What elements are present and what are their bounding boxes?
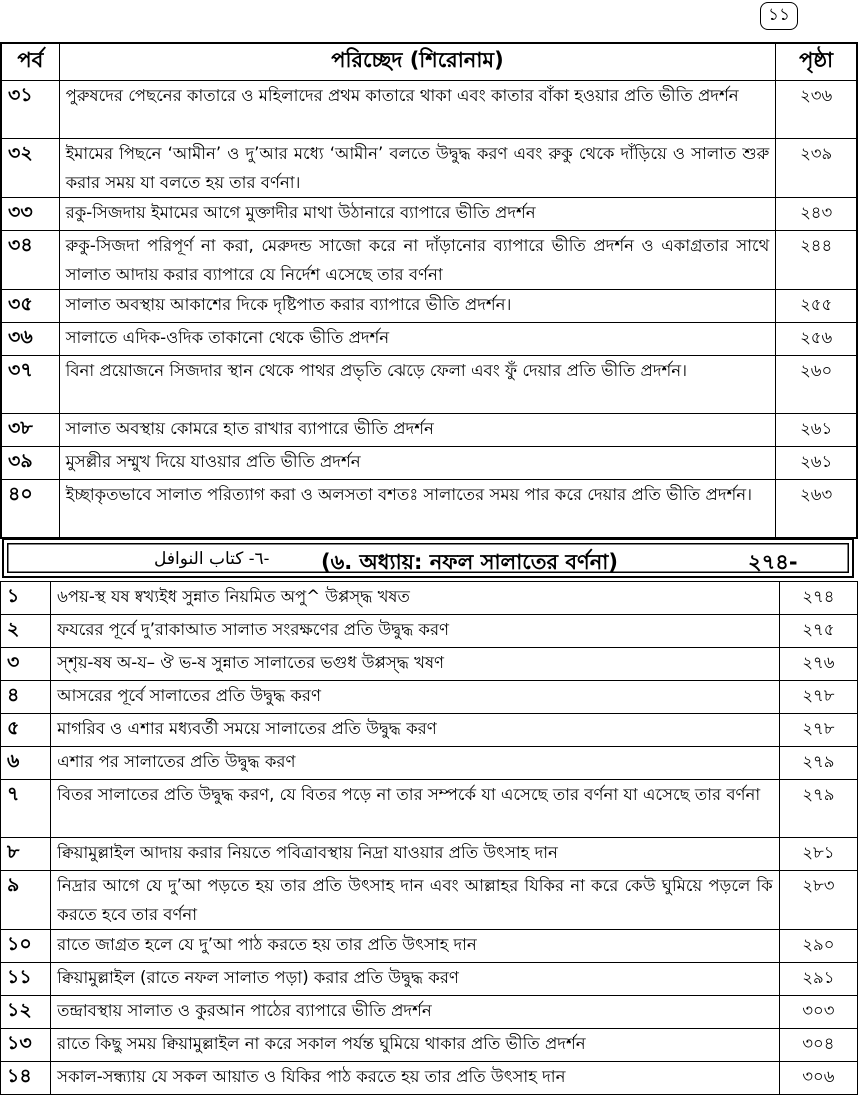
row-title: রাতে কিছু সময় ক্বিয়ামুল্লাইল না করে সকাল পর্যন্ত ঘুমিয়ে থাকার প্রতি ভীতি প্রদর্শন <box>51 1029 780 1062</box>
row-title: সকাল-সন্ধ্যায় যে সকল আয়াত ও যিকির পাঠ করতে হয় তার প্রতি উৎসাহ দান <box>51 1062 780 1095</box>
row-number: ১৪ <box>1 1062 51 1095</box>
row-title: ক্বিয়ামুল্লাইল (রাতে নফল সালাত পড়া) করার প্রতি উদ্বুদ্ধ করণ <box>51 963 780 996</box>
table-row <box>1 747 858 780</box>
table-header <box>1 43 857 81</box>
row-page: ২৮৩ <box>779 871 857 930</box>
row-number: ৩ <box>1 648 51 681</box>
table-row <box>1 615 858 648</box>
row-page: ২৮১ <box>779 838 857 871</box>
table-row <box>1 648 858 681</box>
table-row <box>1 290 857 323</box>
table-row <box>1 198 857 231</box>
table-row <box>1 838 858 871</box>
table-row <box>1 996 858 1029</box>
row-page: ২৭৮ <box>779 681 857 714</box>
row-title: মাগরিব ও এশার মধ্যবর্তী সময়ে সালাতের প্রতি উদ্বুদ্ধ করণ <box>51 714 780 747</box>
table-row <box>1 780 858 838</box>
row-title: নিদ্রার আগে যে দু’আ পড়তে হয় তার প্রতি উৎসাহ দান এবং আল্লাহর যিকির না করে কেউ ঘুমিয়ে পড়লে কি করতে হবে তার বর্ণনা <box>51 871 780 930</box>
row-title: বিতর সালাতের প্রতি উদ্বুদ্ধ করণ, যে বিতর পড়ে না তার সম্পর্কে যা এসেছে তার বর্ণনা যা এসেছে তার বর্ণনা <box>51 780 780 838</box>
row-page: ২৭৬ <box>779 648 857 681</box>
row-title: ইচ্ছাকৃতভাবে সালাত পরিত্যাগ করা ও অলসতা বশতঃ সালাতের সময় পার করে দেয়ার প্রতি ভীতি প্রদর্শন। <box>59 480 776 538</box>
row-title: রকু-সিজদায় ইমামের আগে মুক্তাদীর মাথা উঠানারে ব্যাপারে ভীতি প্রদর্শন <box>59 198 776 231</box>
header-title: পরিচ্ছেদ (শিরোনাম) <box>59 43 776 81</box>
row-page: ২৭৮ <box>779 714 857 747</box>
row-number: ১১ <box>1 963 51 996</box>
row-page: ২৬০ <box>776 356 857 414</box>
row-title: সালাতে এদিক-ওদিক তাকানো থেকে ভীতি প্রদর্শন <box>59 323 776 356</box>
table-row <box>1 447 857 480</box>
row-title: ফযরের পূর্বে দু’রাকাআত সালাত সংরক্ষণের প্রতি উদ্বুদ্ধ করণ <box>51 615 780 648</box>
contents-table-a <box>0 42 858 539</box>
row-number: ৩৭ <box>1 356 59 414</box>
row-number: ৮ <box>1 838 51 871</box>
table-row <box>1 356 857 414</box>
row-number: ৩৮ <box>1 414 59 447</box>
table-row <box>1 714 858 747</box>
row-title: মুসল্লীর সম্মুখ দিয়ে যাওয়ার প্রতি ভীতি প্রদর্শন <box>59 447 776 480</box>
row-page: ২৬৩ <box>776 480 857 538</box>
chapter-bengali-title: (৬. অধ্যায়: নফল সালাতের বর্ণনা) <box>321 550 618 574</box>
row-title: রাতে জাগ্রত হলে যে দু’আ পাঠ করতে হয় তার প্রতি উৎসাহ দান <box>51 930 780 963</box>
row-number: ৬ <box>1 747 51 780</box>
row-title: তন্দ্রাবস্থায় সালাত ও কুরআন পাঠের ব্যাপারে ভীতি প্রদর্শন <box>51 996 780 1029</box>
row-page: ২৭৫ <box>779 615 857 648</box>
row-page: ৩০৬ <box>779 1062 857 1095</box>
row-page: ২৭৯ <box>779 747 857 780</box>
row-page: ২৬১ <box>776 447 857 480</box>
row-page: ২৭৯ <box>779 780 857 838</box>
table-row <box>1 231 857 290</box>
row-number: ৯ <box>1 871 51 930</box>
row-number: ৭ <box>1 780 51 838</box>
row-page: ২৯১ <box>779 963 857 996</box>
row-title: বিনা প্রয়োজনে সিজদার স্থান থেকে পাথর প্রভৃতি ঝেড়ে ফেলা এবং ফুঁ দেয়ার প্রতি ভীতি প্রদর্শন। <box>59 356 776 414</box>
chapter-heading <box>2 538 854 578</box>
table-row <box>1 582 858 615</box>
row-title: ইমামের পিছনে ‘আমীন’ ও দু’আর মধ্যে ‘আমীন’ বলতে উদ্বুদ্ধ করণ এবং রুকু থেকে দাঁড়িয়ে ও সালাত শুরু করার সময় যা বলতে হয় তার বর্ণনা। <box>59 139 776 198</box>
table-row <box>1 81 857 139</box>
row-page: ২৫৬ <box>776 323 857 356</box>
row-title: রুকু-সিজদা পরিপূর্ণ না করা, মেরুদন্ড সাজো করে না দাঁড়ানোর ব্যাপারে ভীতি প্রদর্শন ও একাগ্রতার সাথে সালাত আদায় করার ব্যাপারে যে নির্দেশ এসেছে তার বর্ণনা <box>59 231 776 290</box>
table-row <box>1 323 857 356</box>
row-number: ৩৩ <box>1 198 59 231</box>
row-title: সালাত অবস্থায় কোমরে হাত রাখার ব্যাপারে ভীতি প্রদর্শন <box>59 414 776 447</box>
row-page: ২৪৩ <box>776 198 857 231</box>
header-parva: পর্ব <box>1 43 59 81</box>
table-row <box>1 963 858 996</box>
row-page: ২৪৪ <box>776 231 857 290</box>
row-title: ৬পয়-স্থ যষ ষ্বখ্যইধ সুন্নাত নিয়মিত অপু^ উপ্পস্দ্ধ খষত <box>51 582 780 615</box>
chapter-arabic-title: -٦- كتاب النوافل <box>154 549 270 569</box>
row-number: ৩৬ <box>1 323 59 356</box>
row-title: আসরের পূর্বে সালাতের প্রতি উদ্বুদ্ধ করণ <box>51 681 780 714</box>
page-number: ১১ <box>760 2 798 30</box>
row-number: ৪০ <box>1 480 59 538</box>
header-page: পৃষ্ঠা <box>776 43 857 81</box>
row-number: ১২ <box>1 996 51 1029</box>
row-page: ২৩৬ <box>776 81 857 139</box>
row-number: ৩৫ <box>1 290 59 323</box>
row-page: ২৭৪ <box>779 582 857 615</box>
table-row <box>1 1029 858 1062</box>
row-title: এশার পর সালাতের প্রতি উদ্বুদ্ধ করণ <box>51 747 780 780</box>
table-row <box>1 930 858 963</box>
table-row <box>1 139 857 198</box>
row-title: ক্বিয়ামুল্লাইল আদায় করার নিয়তে পবিত্রাবস্থায় নিদ্রা যাওয়ার প্রতি উৎসাহ দান <box>51 838 780 871</box>
row-page: ২৩৯ <box>776 139 857 198</box>
row-title: পুরুষদের পেছনের কাতারে ও মহিলাদের প্রথম কাতারে থাকা এবং কাতার বাঁকা হওয়ার প্রতি ভীতি প্রদর্শন <box>59 81 776 139</box>
chapter-page: ২৭৪- <box>748 550 798 574</box>
table-row <box>1 871 858 930</box>
row-page: ৩০৩ <box>779 996 857 1029</box>
row-number: ৩২ <box>1 139 59 198</box>
row-title: স্শৃয়-ষষ অ-য– ঔ ভ-ষ সুন্নাত সালাতের ভগুধ উপ্পস্দ্ধ খষণ <box>51 648 780 681</box>
row-number: ৩৪ <box>1 231 59 290</box>
row-page: ২৯০ <box>779 930 857 963</box>
row-number: ১০ <box>1 930 51 963</box>
row-number: ৫ <box>1 714 51 747</box>
row-title: সালাত অবস্থায় আকাশের দিকে দৃষ্টিপাত করার ব্যাপারে ভীতি প্রদর্শন। <box>59 290 776 323</box>
table-row <box>1 480 857 538</box>
row-page: ২৫৫ <box>776 290 857 323</box>
row-number: ১৩ <box>1 1029 51 1062</box>
row-number: ১ <box>1 582 51 615</box>
row-number: ৪ <box>1 681 51 714</box>
contents-table-b <box>0 581 858 1095</box>
row-page: ৩০৪ <box>779 1029 857 1062</box>
row-number: ৩১ <box>1 81 59 139</box>
row-number: ২ <box>1 615 51 648</box>
row-number: ৩৯ <box>1 447 59 480</box>
table-row <box>1 1062 858 1095</box>
table-row <box>1 681 858 714</box>
table-row <box>1 414 857 447</box>
row-page: ২৬১ <box>776 414 857 447</box>
